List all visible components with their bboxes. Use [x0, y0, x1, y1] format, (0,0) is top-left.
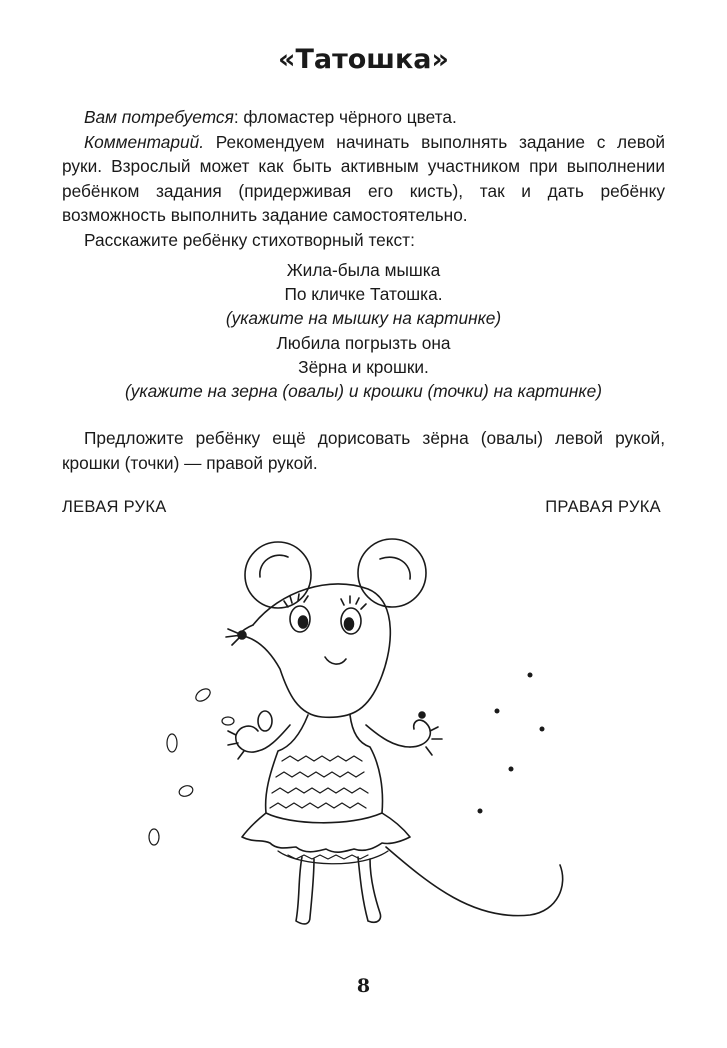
poem-line: Жила-была мышка — [286, 260, 441, 280]
mouse-tail — [386, 847, 563, 916]
poem-hint: (укажите на зерна (овалы) и крошки (точки) на картинке) — [125, 381, 602, 402]
poem-line: Любила погрызть она — [276, 332, 451, 353]
poem-line: Зёрна и крошки. — [298, 356, 429, 377]
mouse-leg-right — [358, 857, 381, 922]
grain-oval — [149, 829, 159, 845]
mouse-arm-right — [366, 720, 442, 755]
mouse-smile — [325, 657, 346, 664]
grains — [149, 686, 234, 845]
grain-oval — [222, 717, 234, 725]
mouse-leg-left — [296, 857, 314, 924]
mouse-skirt — [242, 813, 410, 852]
poem — [62, 258, 665, 403]
page-title: «Татошка» — [278, 44, 449, 75]
crumb-dot — [540, 727, 545, 732]
skirt-hem — [278, 851, 388, 864]
task-paragraph — [62, 426, 665, 475]
crumbs — [478, 673, 545, 814]
right-hand-label: ПРАВАЯ РУКА — [545, 498, 661, 516]
grain-oval — [167, 734, 177, 752]
mouse-eye-left — [284, 594, 310, 632]
instruction-text: Расскажите ребёнку стихотворный текст: — [84, 229, 415, 250]
materials-line — [62, 105, 665, 130]
crumb-dot — [478, 809, 483, 814]
mouse-illustration — [130, 525, 570, 955]
page-number: 8 — [356, 975, 371, 997]
mouse-arm-left — [228, 725, 290, 759]
materials-label: Вам потребуется — [84, 107, 234, 127]
comment-text: Рекомендуем начинать выполнять задание с левой руки. Взрослый может как быть активным участником при выполнении ребёнком задания (придерживая его кисть), так и дать ребёнку возможность выполнить задание самостоятельно. — [62, 131, 665, 226]
poem-hint: (укажите на мышку на картинке) — [225, 308, 502, 329]
crumb-dot — [509, 767, 514, 772]
task-text: Предложите ребёнку ещё дорисовать зёрна (овалы) левой рукой, крошки (точки) — правой рукой. — [62, 428, 665, 473]
held-grain — [258, 711, 272, 731]
grain-oval — [194, 686, 213, 703]
intro-text — [62, 105, 665, 253]
materials-text: : фломастер чёрного цвета. — [233, 107, 457, 127]
mouse-ear-right — [358, 539, 426, 607]
grain-oval — [178, 784, 195, 798]
comment-label: Комментарий. — [84, 131, 205, 152]
mouse-eye-right — [341, 596, 366, 634]
dress-pattern — [270, 756, 368, 808]
mouse-ear-left — [245, 542, 311, 608]
held-crumb — [419, 712, 425, 718]
left-hand-label: ЛЕВАЯ РУКА — [62, 498, 167, 516]
crumb-dot — [528, 673, 533, 678]
poem-line: По кличке Татошка. — [284, 284, 443, 305]
crumb-dot — [495, 709, 500, 714]
comment-paragraph — [62, 130, 665, 228]
